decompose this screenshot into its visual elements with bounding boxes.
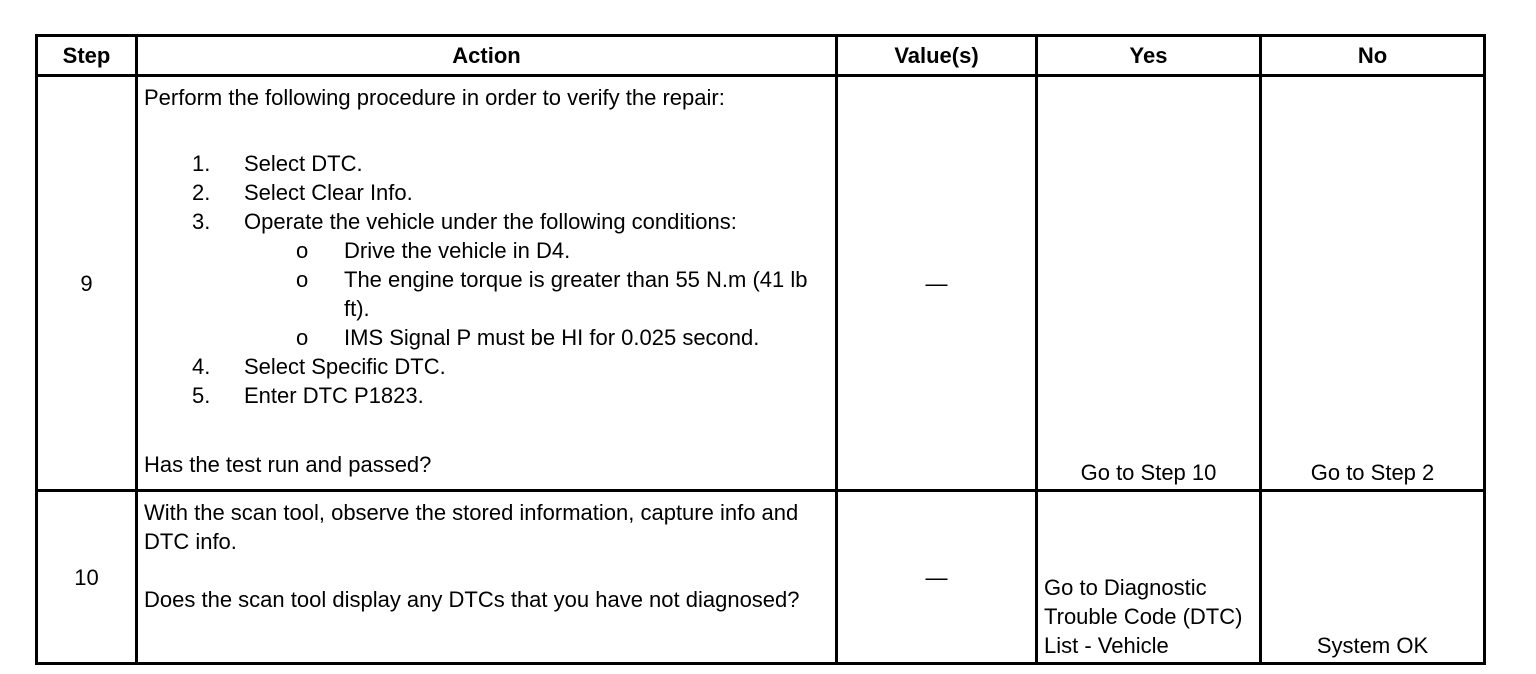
list-text: Select Specific DTC. bbox=[244, 354, 446, 379]
bullet: o bbox=[296, 325, 309, 350]
list-number: 3. bbox=[192, 209, 211, 234]
no-link[interactable]: System OK bbox=[1261, 491, 1485, 664]
list-text: Operate the vehicle under the following conditions: bbox=[244, 209, 737, 234]
list-text: Enter DTC P1823. bbox=[244, 383, 424, 408]
no-link[interactable]: Go to Step 2 bbox=[1261, 76, 1485, 491]
value-cell: — bbox=[837, 76, 1037, 491]
list-number: 1. bbox=[192, 151, 211, 176]
header-row bbox=[37, 36, 1485, 76]
condition-list bbox=[244, 236, 829, 352]
list-item bbox=[144, 149, 829, 178]
list-number: 4. bbox=[192, 354, 211, 379]
header-step: Step bbox=[37, 36, 137, 76]
list-text: IMS Signal P must be HI for 0.025 second. bbox=[344, 325, 760, 350]
header-action: Action bbox=[137, 36, 837, 76]
action-intro: Perform the following procedure in order to verify the repair: bbox=[144, 85, 725, 110]
list-number: 5. bbox=[192, 383, 211, 408]
list-item bbox=[144, 207, 829, 352]
action-intro: With the scan tool, observe the stored information, capture info and DTC info. bbox=[144, 500, 799, 554]
list-text: Select DTC. bbox=[244, 151, 363, 176]
step-number: 10 bbox=[37, 491, 137, 664]
list-item bbox=[244, 265, 829, 323]
diagnostic-table bbox=[35, 34, 1486, 665]
value-cell: — bbox=[837, 491, 1037, 664]
list-number: 2. bbox=[192, 180, 211, 205]
header-yes: Yes bbox=[1037, 36, 1261, 76]
action-cell bbox=[137, 76, 837, 491]
list-item bbox=[244, 323, 829, 352]
yes-link[interactable]: Go to Diagnostic Trouble Code (DTC) List - Vehicle bbox=[1037, 491, 1261, 664]
action-cell bbox=[137, 491, 837, 664]
list-text: The engine torque is greater than 55 N.m (41 lb ft). bbox=[344, 267, 808, 321]
list-text: Select Clear Info. bbox=[244, 180, 413, 205]
yes-link[interactable]: Go to Step 10 bbox=[1037, 76, 1261, 491]
action-question: Has the test run and passed? bbox=[144, 452, 432, 477]
bullet: o bbox=[296, 267, 309, 292]
header-no: No bbox=[1261, 36, 1485, 76]
list-item bbox=[244, 236, 829, 265]
header-values: Value(s) bbox=[837, 36, 1037, 76]
list-item bbox=[144, 381, 829, 410]
list-text: Drive the vehicle in D4. bbox=[344, 238, 571, 263]
bullet: o bbox=[296, 238, 309, 263]
list-item bbox=[144, 178, 829, 207]
list-item bbox=[144, 352, 829, 381]
step-number: 9 bbox=[37, 76, 137, 491]
table-row bbox=[37, 491, 1485, 664]
table-row bbox=[37, 76, 1485, 491]
action-question: Does the scan tool display any DTCs that you have not diagnosed? bbox=[144, 587, 800, 612]
procedure-list bbox=[144, 149, 829, 410]
